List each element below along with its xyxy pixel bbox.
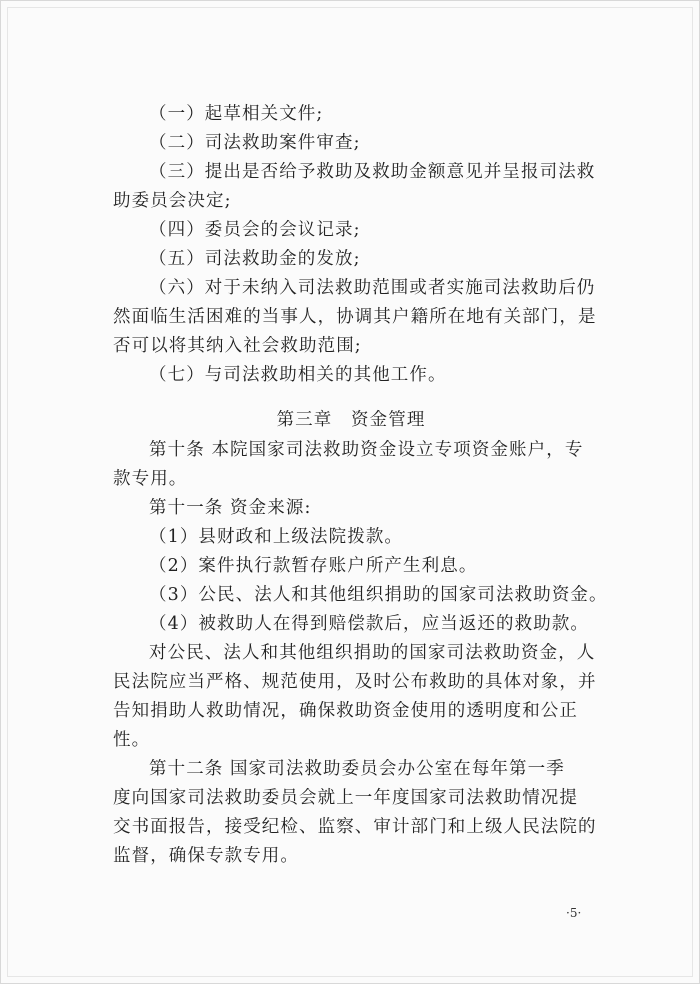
paragraph-line: （三）提出是否给予救助及救助金额意见并呈报司法救 [149,162,596,182]
paragraph-line: （七）与司法救助相关的其他工作。 [149,365,447,385]
page-number: ·5· [566,906,582,920]
paragraph-line: （3）公民、法人和其他组织捐助的国家司法救助资金。 [149,585,608,605]
paragraph-line: 助委员会决定; [113,191,232,211]
paragraph-line: （2）案件执行款暂存账户所产生利息。 [149,556,478,576]
paragraph-line: 对公民、法人和其他组织捐助的国家司法救助资金，人 [149,643,596,663]
paragraph-line: 第十条 本院国家司法救助资金设立专项资金账户，专 [149,440,584,460]
paragraph-line: 交书面报告，接受纪检、监察、审计部门和上级人民法院的 [113,817,597,837]
paragraph-line: 第十一条 资金来源: [149,498,312,518]
paragraph-line: （4）被救助人在得到赔偿款后，应当返还的救助款。 [149,614,590,634]
paragraph-line: 监督，确保专款专用。 [113,846,299,866]
paragraph-line: 第十二条 国家司法救助委员会办公室在每年第一季 [149,759,565,779]
paragraph-line: （二）司法救助案件审查; [149,133,361,153]
paragraph-line: 性。 [113,730,151,750]
paragraph-line: （六）对于未纳入司法救助范围或者实施司法救助后仍 [149,278,596,298]
paragraph-line: （五）司法救助金的发放; [149,249,361,269]
chapter-title: 第三章 资金管理 [276,410,426,430]
paragraph-line: （1）县财政和上级法院拨款。 [149,527,404,547]
paragraph-line: 民法院应当严格、规范使用，及时公布救助的具体对象，并 [113,672,597,692]
paragraph-line: 否可以将其纳入社会救助范围; [113,336,362,356]
paragraph-line: 然面临生活困难的当事人，协调其户籍所在地有关部门，是 [113,307,597,327]
section-gap [113,390,589,404]
paragraph-line: 度向国家司法救助委员会就上一年度国家司法救助情况提 [113,788,578,808]
paragraph-line: （四）委员会的会议记录; [149,220,361,240]
paragraph-line: 款专用。 [113,469,188,489]
document-body [113,100,608,871]
paragraph-line: （一）起草相关文件; [149,104,324,124]
paragraph-line: 告知捐助人救助情况，确保救助资金使用的透明度和公正 [113,701,578,721]
